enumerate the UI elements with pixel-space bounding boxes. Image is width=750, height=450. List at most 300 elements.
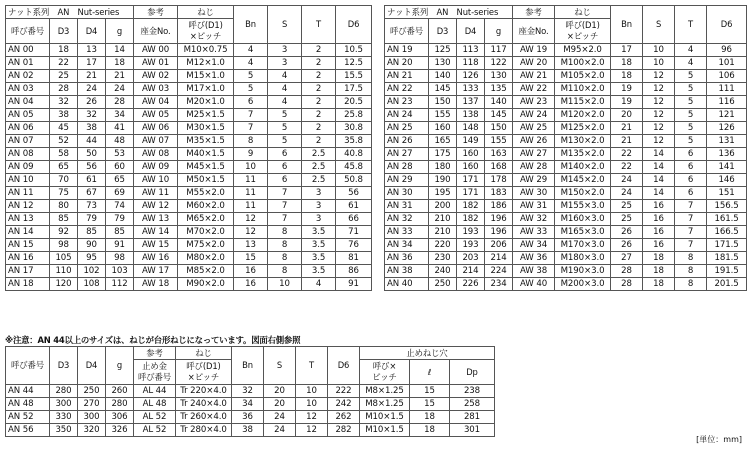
table-cell: M25×1.5 xyxy=(178,109,234,122)
table-cell: 5 xyxy=(675,70,707,83)
table-cell: 25.8 xyxy=(336,109,372,122)
table-cell: 12.5 xyxy=(336,57,372,70)
table-row xyxy=(385,174,747,187)
thread-header: ねじ xyxy=(555,6,611,19)
table-cell: M20×1.0 xyxy=(178,96,234,109)
table-cell: 145 xyxy=(485,109,513,122)
table-cell: M12×1.0 xyxy=(178,57,234,70)
table-cell: 4 xyxy=(268,96,302,109)
col-bn: Bn xyxy=(611,6,643,44)
table-cell: 4 xyxy=(234,44,268,57)
table-cell: 12 xyxy=(643,109,675,122)
table-cell: 14 xyxy=(643,148,675,161)
table-row xyxy=(6,213,372,226)
table-cell: AW 26 xyxy=(513,135,555,148)
col-stopper-no xyxy=(134,360,176,385)
table-cell: M60×2.0 xyxy=(178,200,234,213)
table-cell: 5 xyxy=(234,83,268,96)
table-cell: M70×2.0 xyxy=(178,226,234,239)
table-cell: AW 05 xyxy=(134,109,178,122)
table-cell: 48 xyxy=(106,135,134,148)
table-cell: AW 19 xyxy=(513,44,555,57)
table-cell: 6 xyxy=(675,174,707,187)
table-cell: 4 xyxy=(675,57,707,70)
table-cell: 14 xyxy=(106,44,134,57)
table-cell: 20.5 xyxy=(336,96,372,109)
table-row xyxy=(385,96,747,109)
table-cell: 320 xyxy=(78,424,106,437)
table-cell: 44 xyxy=(78,135,106,148)
table-cell: 135 xyxy=(485,83,513,96)
table-cell: 131 xyxy=(707,135,747,148)
table-cell: 238 xyxy=(450,385,495,398)
table-cell: 21 xyxy=(611,135,643,148)
table-cell: 18 xyxy=(611,57,643,70)
table-cell: 98 xyxy=(106,252,134,265)
table-cell: AW 23 xyxy=(513,96,555,109)
table-cell: 191.5 xyxy=(707,265,747,278)
table-row xyxy=(6,122,372,135)
table-row xyxy=(385,226,747,239)
table-cell: 7 xyxy=(268,187,302,200)
table-row xyxy=(6,385,495,398)
series-header: ナット系列 AN Nut-series xyxy=(385,6,513,19)
table-cell: 178 xyxy=(485,174,513,187)
table-cell: AN 44 xyxy=(6,385,50,398)
table-cell: 193 xyxy=(457,239,485,252)
table-cell: 10 xyxy=(643,57,675,70)
table-cell: 171 xyxy=(457,174,485,187)
table-cell: 6 xyxy=(268,148,302,161)
table-cell: 50 xyxy=(78,148,106,161)
table-cell: 196 xyxy=(485,226,513,239)
table-cell: 13 xyxy=(78,44,106,57)
table-cell: 150 xyxy=(429,96,457,109)
table-cell: 8 xyxy=(675,252,707,265)
table-cell: AN 04 xyxy=(6,96,50,109)
table-cell: AN 07 xyxy=(6,135,50,148)
table-cell: 160 xyxy=(457,148,485,161)
table-cell: 101 xyxy=(707,57,747,70)
table-cell: 16 xyxy=(643,200,675,213)
table-cell: AN 12 xyxy=(6,200,50,213)
ref-header: 参考 xyxy=(513,6,555,19)
table-cell: 11 xyxy=(234,200,268,213)
table-cell: AW 34 xyxy=(513,239,555,252)
table-cell: 56 xyxy=(78,161,106,174)
table-cell: 4 xyxy=(234,57,268,70)
table-cell: 7 xyxy=(675,213,707,226)
table-cell: 6 xyxy=(675,148,707,161)
table-cell: 20 xyxy=(264,385,296,398)
table-cell: 22 xyxy=(611,161,643,174)
table-cell: M125×2.0 xyxy=(555,122,611,135)
table-cell: 122 xyxy=(485,57,513,70)
table-cell: 7 xyxy=(675,239,707,252)
table-cell: 5 xyxy=(675,83,707,96)
table-row xyxy=(6,398,495,411)
table-cell: M110×2.0 xyxy=(555,83,611,96)
table-cell: 24 xyxy=(106,83,134,96)
table-cell: AN 31 xyxy=(385,200,429,213)
table-cell: 2 xyxy=(302,83,336,96)
col-thread-nominal-line2: ×ピッチ xyxy=(566,31,599,41)
table-cell: 36 xyxy=(232,411,264,424)
table-cell: 117 xyxy=(485,44,513,57)
ref-header: 参考 xyxy=(134,347,176,360)
table-cell: 166.5 xyxy=(707,226,747,239)
table-cell: 7 xyxy=(234,109,268,122)
table-cell: 14 xyxy=(643,161,675,174)
table-cell: 300 xyxy=(50,398,78,411)
table-cell: 203 xyxy=(457,252,485,265)
table-cell: M45×1.5 xyxy=(178,161,234,174)
table-row xyxy=(385,148,747,161)
table-cell: 2.5 xyxy=(302,161,336,174)
table-cell: 11 xyxy=(234,174,268,187)
table-cell: AW 01 xyxy=(134,57,178,70)
table-cell: 250 xyxy=(429,278,457,291)
table-cell: 34 xyxy=(232,398,264,411)
table-cell: AW 06 xyxy=(134,122,178,135)
table-cell: 66 xyxy=(336,213,372,226)
table-cell: 3.5 xyxy=(302,226,336,239)
table-cell: 3 xyxy=(268,57,302,70)
table-row xyxy=(6,278,372,291)
table-cell: 85 xyxy=(78,226,106,239)
table-cell: 21 xyxy=(106,70,134,83)
table-cell: M180×3.0 xyxy=(555,252,611,265)
table-cell: AW 17 xyxy=(134,265,178,278)
table-cell: 148 xyxy=(457,122,485,135)
table-cell: 22 xyxy=(611,148,643,161)
table-cell: 24 xyxy=(264,424,296,437)
table-cell: 25 xyxy=(50,70,78,83)
table-cell: M8×1.25 xyxy=(360,385,410,398)
table-cell: M80×2.0 xyxy=(178,252,234,265)
col-nominal-no: 呼び番号 xyxy=(6,19,50,44)
stop-screw-hole-header: 止めねじ穴 xyxy=(360,347,495,360)
table-cell: AW 29 xyxy=(513,174,555,187)
table-cell: 38 xyxy=(232,424,264,437)
nut-table-left xyxy=(5,5,372,291)
table-cell: 206 xyxy=(485,239,513,252)
table-cell: M160×3.0 xyxy=(555,213,611,226)
table-cell: 16 xyxy=(643,226,675,239)
table-cell: AW 02 xyxy=(134,70,178,83)
table-cell: 8 xyxy=(268,226,302,239)
table-cell: AN 00 xyxy=(6,44,50,57)
table-cell: 163 xyxy=(485,148,513,161)
nut-table-large xyxy=(5,346,495,437)
table-row xyxy=(385,57,747,70)
table-cell: 306 xyxy=(106,411,134,424)
table-cell: M50×1.5 xyxy=(178,174,234,187)
col-s: S xyxy=(643,6,675,44)
table-cell: 2 xyxy=(302,70,336,83)
table-cell: 230 xyxy=(429,252,457,265)
table-cell: 24 xyxy=(611,187,643,200)
table-cell: 12 xyxy=(643,122,675,135)
table-cell: 69 xyxy=(106,187,134,200)
table-cell: 35.8 xyxy=(336,135,372,148)
table-cell: AN 56 xyxy=(6,424,50,437)
table-cell: 12 xyxy=(643,83,675,96)
table-cell: AN 15 xyxy=(6,239,50,252)
table-cell: M30×1.5 xyxy=(178,122,234,135)
table-row xyxy=(385,187,747,200)
table-cell: 326 xyxy=(106,424,134,437)
col-thread-nominal-line1: 呼び(D1) xyxy=(565,20,600,30)
col-d3: D3 xyxy=(429,19,457,44)
table-cell: M115×2.0 xyxy=(555,96,611,109)
table-cell: 18 xyxy=(643,265,675,278)
table-row xyxy=(6,83,372,96)
table-cell: 7 xyxy=(234,122,268,135)
table-row xyxy=(6,174,372,187)
table-cell: AN 29 xyxy=(385,174,429,187)
table-cell: 90 xyxy=(78,239,106,252)
table-cell: Tr 280×4.0 xyxy=(176,424,232,437)
table-cell: AN 28 xyxy=(385,161,429,174)
table-cell: 7 xyxy=(675,226,707,239)
table-cell: 222 xyxy=(328,385,360,398)
table-cell: M155×3.0 xyxy=(555,200,611,213)
table-cell: 10 xyxy=(234,161,268,174)
table-cell: M100×2.0 xyxy=(555,57,611,70)
table-cell: 130 xyxy=(429,57,457,70)
table-cell: AW 20 xyxy=(513,57,555,70)
table-cell: 98 xyxy=(50,239,78,252)
table-cell: 8 xyxy=(268,239,302,252)
col-d4: D4 xyxy=(78,347,106,385)
col-s: S xyxy=(268,6,302,44)
table-cell: AN 36 xyxy=(385,252,429,265)
table-cell: 32 xyxy=(50,96,78,109)
table-cell: 96 xyxy=(707,44,747,57)
table-cell: 2 xyxy=(302,109,336,122)
table-cell: 53 xyxy=(106,148,134,161)
table-cell: 61 xyxy=(336,200,372,213)
table-cell: 91 xyxy=(106,239,134,252)
table-cell: 3 xyxy=(302,200,336,213)
table-cell: AW 28 xyxy=(513,161,555,174)
table-cell: 18 xyxy=(50,44,78,57)
ref-header: 参考 xyxy=(134,6,178,19)
table-cell: 20 xyxy=(264,398,296,411)
table-cell: 38 xyxy=(78,122,106,135)
col-d4: D4 xyxy=(457,19,485,44)
table-cell: 12 xyxy=(643,70,675,83)
table-cell: 8 xyxy=(268,252,302,265)
table-cell: 175 xyxy=(429,148,457,161)
table-cell: 6 xyxy=(675,187,707,200)
table-row xyxy=(6,70,372,83)
table-cell: 14 xyxy=(643,187,675,200)
table-cell: 120 xyxy=(50,278,78,291)
table-cell: AW 03 xyxy=(134,83,178,96)
table-row xyxy=(385,135,747,148)
table-cell: AN 08 xyxy=(6,148,50,161)
table-cell: 5 xyxy=(268,109,302,122)
table-cell: 210 xyxy=(429,213,457,226)
table-cell: AN 20 xyxy=(385,57,429,70)
table-cell: AW 10 xyxy=(134,174,178,187)
table-cell: 45.8 xyxy=(336,161,372,174)
table-cell: M85×2.0 xyxy=(178,265,234,278)
table-cell: 126 xyxy=(457,70,485,83)
table-row xyxy=(6,200,372,213)
table-cell: 168 xyxy=(485,161,513,174)
table-cell: 137 xyxy=(457,96,485,109)
table-row xyxy=(385,161,747,174)
table-row xyxy=(6,148,372,161)
table-cell: 8 xyxy=(675,278,707,291)
table-cell: 149 xyxy=(457,135,485,148)
table-cell: 25 xyxy=(611,213,643,226)
table-cell: 17.5 xyxy=(336,83,372,96)
table-cell: AN 09 xyxy=(6,161,50,174)
table-cell: AW 07 xyxy=(134,135,178,148)
table-cell: 234 xyxy=(485,278,513,291)
table-cell: M10×1.5 xyxy=(360,411,410,424)
table-cell: 12 xyxy=(643,96,675,109)
table-cell: 73 xyxy=(78,200,106,213)
col-stop-screw-size-line2: ピッチ xyxy=(372,372,397,382)
table-cell: 52 xyxy=(50,135,78,148)
col-thread-nominal xyxy=(555,19,611,44)
table-cell: 146 xyxy=(707,174,747,187)
col-d3: D3 xyxy=(50,19,78,44)
table-cell: AW 16 xyxy=(134,252,178,265)
table-cell: 4 xyxy=(268,83,302,96)
table-cell: 258 xyxy=(450,398,495,411)
table-cell: M17×1.0 xyxy=(178,83,234,96)
table-cell: 9 xyxy=(234,148,268,161)
table-cell: AW 00 xyxy=(134,44,178,57)
table-cell: AL 48 xyxy=(134,398,176,411)
table-cell: 4 xyxy=(675,44,707,57)
table-cell: 50.8 xyxy=(336,174,372,187)
table-row xyxy=(6,161,372,174)
table-cell: 108 xyxy=(78,278,106,291)
table-cell: 18 xyxy=(410,411,450,424)
col-stopper-no-line1: 止め金 xyxy=(142,361,167,371)
table-cell: AN 38 xyxy=(385,265,429,278)
table-cell: M95×2.0 xyxy=(555,44,611,57)
table-cell: 240 xyxy=(429,265,457,278)
table-cell: 6 xyxy=(268,174,302,187)
col-nominal-no: 呼び番号 xyxy=(6,347,50,385)
series-header: ナット系列 AN Nut-series xyxy=(6,6,134,19)
table-cell: 138 xyxy=(457,109,485,122)
table-cell: M200×3.0 xyxy=(555,278,611,291)
table-cell: AN 52 xyxy=(6,411,50,424)
table-cell: Tr 240×4.0 xyxy=(176,398,232,411)
table-cell: 6 xyxy=(234,96,268,109)
table-cell: 26 xyxy=(611,226,643,239)
table-cell: 61 xyxy=(78,174,106,187)
table-cell: 3.5 xyxy=(302,239,336,252)
table-cell: AN 48 xyxy=(6,398,50,411)
table-cell: 4 xyxy=(268,70,302,83)
table-cell: 17 xyxy=(611,44,643,57)
table-cell: 3.5 xyxy=(302,265,336,278)
table-row xyxy=(385,70,747,83)
table-cell: M105×2.0 xyxy=(555,70,611,83)
table-cell: 28 xyxy=(611,278,643,291)
col-g: g xyxy=(485,19,513,44)
col-d4: D4 xyxy=(78,19,106,44)
table-cell: 112 xyxy=(106,278,134,291)
table-cell: AN 25 xyxy=(385,122,429,135)
table-cell: 6 xyxy=(675,161,707,174)
table-cell: 155 xyxy=(429,109,457,122)
table-cell: 20 xyxy=(611,109,643,122)
table-row xyxy=(385,109,747,122)
table-cell: 281 xyxy=(450,411,495,424)
col-length: ℓ xyxy=(410,360,450,385)
table-cell: 18 xyxy=(611,70,643,83)
table-cell: AW 15 xyxy=(134,239,178,252)
table-cell: M130×2.0 xyxy=(555,135,611,148)
table-cell: 15 xyxy=(410,398,450,411)
table-cell: 28 xyxy=(106,96,134,109)
table-cell: 19 xyxy=(611,83,643,96)
table-cell: 106 xyxy=(707,70,747,83)
table-cell: 113 xyxy=(457,44,485,57)
table-cell: 5 xyxy=(675,122,707,135)
table-cell: 110 xyxy=(50,265,78,278)
table-cell: AW 09 xyxy=(134,161,178,174)
table-cell: Tr 220×4.0 xyxy=(176,385,232,398)
table-cell: 350 xyxy=(50,424,78,437)
table-cell: 171 xyxy=(457,187,485,200)
table-cell: 21 xyxy=(78,70,106,83)
table-cell: 10 xyxy=(268,278,302,291)
table-cell: 220 xyxy=(429,239,457,252)
table-row xyxy=(385,122,747,135)
table-cell: 22 xyxy=(50,57,78,70)
table-cell: AW 11 xyxy=(134,187,178,200)
table-cell: 242 xyxy=(328,398,360,411)
table-cell: M75×2.0 xyxy=(178,239,234,252)
col-d6: D6 xyxy=(336,6,372,44)
table-cell: 330 xyxy=(50,411,78,424)
table-cell: 79 xyxy=(106,213,134,226)
table-cell: 25 xyxy=(611,200,643,213)
table-cell: AN 06 xyxy=(6,122,50,135)
table-cell: AW 30 xyxy=(513,187,555,200)
table-cell: M190×3.0 xyxy=(555,265,611,278)
table-cell: 18 xyxy=(410,424,450,437)
table-row xyxy=(6,96,372,109)
unit-label: [単位：mm] xyxy=(696,435,742,444)
table-cell: M145×2.0 xyxy=(555,174,611,187)
table-cell: AW 04 xyxy=(134,96,178,109)
table-cell: 12 xyxy=(296,411,328,424)
table-row xyxy=(385,252,747,265)
table-cell: 2.5 xyxy=(302,148,336,161)
col-d3: D3 xyxy=(50,347,78,385)
table-cell: M10×0.75 xyxy=(178,44,234,57)
table-cell: 95 xyxy=(78,252,106,265)
table-row xyxy=(6,252,372,265)
col-washer-no: 座金No. xyxy=(134,19,178,44)
table-cell: 18 xyxy=(106,57,134,70)
table-cell: 155 xyxy=(485,135,513,148)
table-cell: 10.5 xyxy=(336,44,372,57)
